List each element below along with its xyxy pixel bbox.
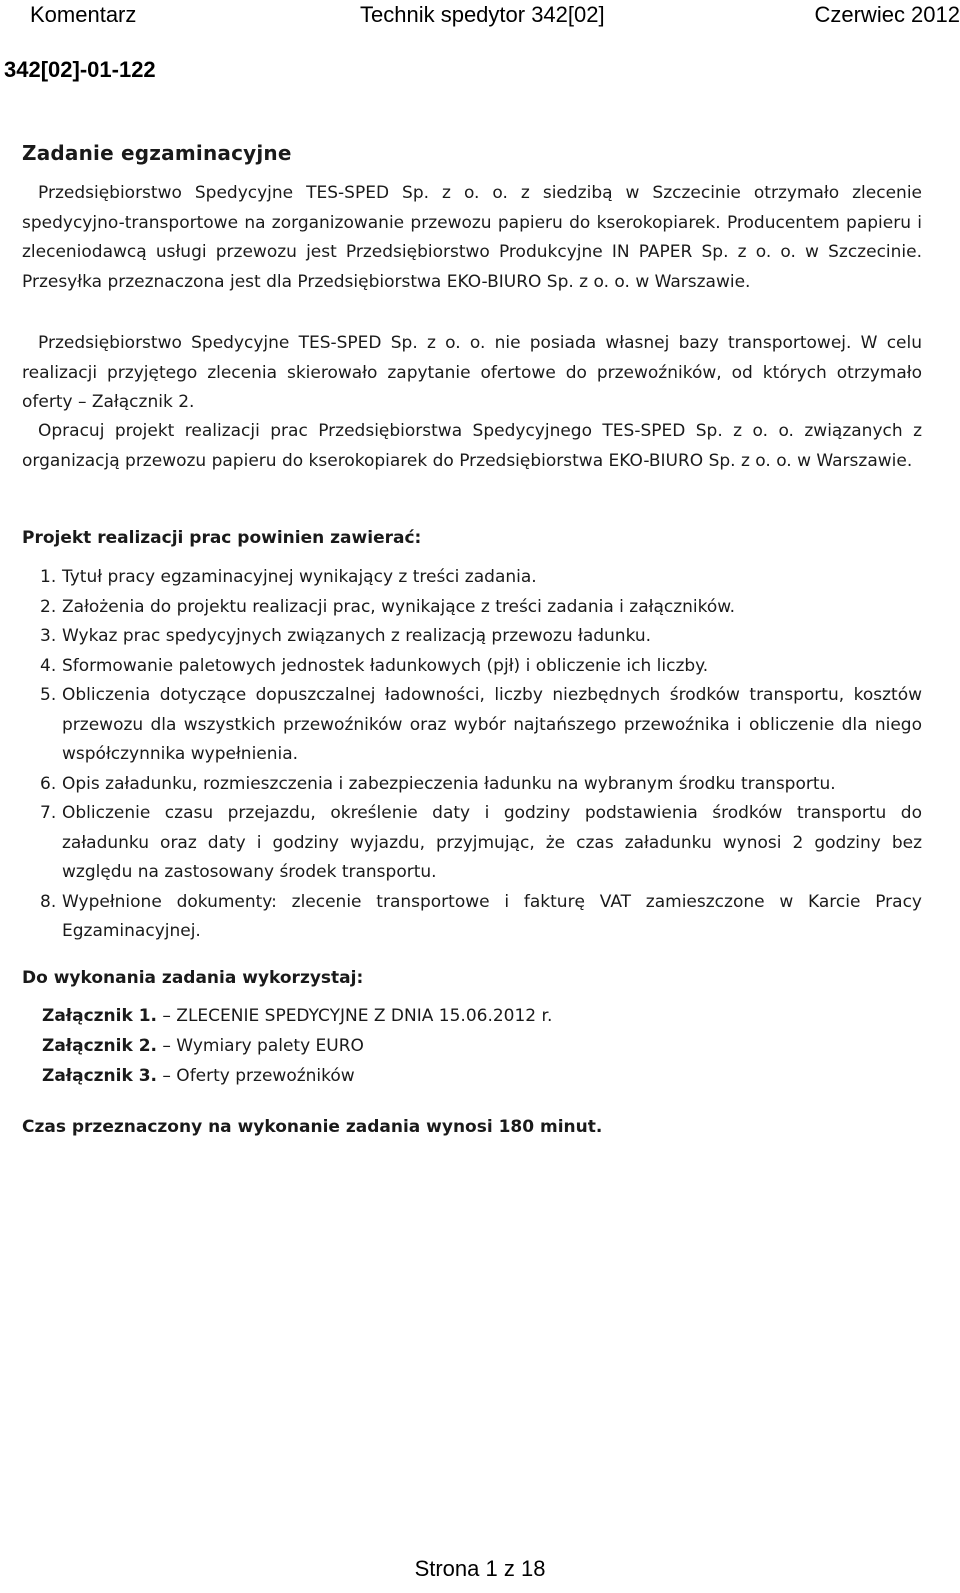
list-item-number: 3. [40, 626, 57, 646]
list-item [40, 770, 922, 800]
task-paragraph-3 [22, 417, 922, 476]
header-exam-title: Technik spedytor 342[02] [360, 2, 605, 27]
list-item-number: 2. [40, 596, 57, 617]
page-number: Strona 1 z 18 [414, 1556, 546, 1581]
list-item-text: Tytuł pracy egzaminacyjnej wynikający z treści zadania. [62, 567, 537, 587]
project-requirements-list [40, 563, 922, 947]
list-item-text: Obliczenia dotyczące dopuszczalnej ładowności, liczby niezbędnych środków transportu, kosztów przewozu dla wszystkich przewoźników oraz wybór najtańszego przewoźnika i obliczenie dla niego współczynnika wypełnienia. [62, 685, 922, 764]
list-item-text: Założenia do projektu realizacji prac, wynikające z treści zadania i załączników. [62, 596, 736, 617]
list-item-number: 5. [40, 685, 57, 705]
task-paragraph-3-text: Opracuj projekt realizacji prac Przedsiębiorstwa Spedycyjnego TES-SPED Sp. z o. o. związanych z organizacją przewozu papieru do kserokopiarek do Przedsiębiorstwa EKO-BIURO Sp. z o. o. w Warszawie. [22, 421, 922, 471]
list-item-number: 7. [40, 803, 57, 823]
list-item [40, 799, 922, 888]
task-paragraph-2-text: Przedsiębiorstwo Spedycyjne TES-SPED Sp. z o. o. nie posiada własnej bazy transportowej. W celu realizacji przyjętego zlecenia skierowało zapytanie ofertowe do przewoźników, od których otrzymało oferty – Załącznik 2. [22, 333, 922, 412]
resources-section-title: Do wykonania zadania wykorzystaj: [22, 968, 364, 988]
list-item-number: 4. [40, 655, 57, 676]
page-header [0, 0, 960, 30]
list-item [40, 593, 922, 623]
time-limit-note: Czas przeznaczony na wykonanie zadania wynosi 180 minut. [22, 1117, 603, 1137]
attachment-text: – ZLECENIE SPEDYCYJNE Z DNIA 15.06.2012 r. [157, 1006, 553, 1026]
task-paragraph-1-text: Przedsiębiorstwo Spedycyjne TES-SPED Sp. z o. o. z siedzibą w Szczecinie otrzymało zlecenie spedycyjno-transportowe na zorganizowanie przewozu papieru do kserokopiarek. Producentem papieru i zleceniodawcą usługi przewozu jest Przedsiębiorstwo Produkcyjne IN PAPER Sp. z o. o. w Szczecinie. Przesyłka przeznaczona jest dla Przedsiębiorstwa EKO-BIURO Sp. z o. o. w Warszawie. [22, 183, 922, 292]
attachment-label: Załącznik 2. [42, 1036, 157, 1056]
task-paragraph-1 [22, 179, 922, 297]
list-item-number: 1. [40, 567, 57, 587]
header-date: Czerwiec 2012 [814, 2, 960, 27]
attachment-item [42, 1061, 552, 1091]
list-item-number: 6. [40, 773, 57, 794]
attachment-text: – Wymiary palety EURO [157, 1036, 364, 1056]
attachment-item [42, 1001, 552, 1031]
attachment-text: – Oferty przewoźników [157, 1066, 355, 1086]
task-paragraph-2 [22, 329, 922, 418]
list-item-text: Sformowanie paletowych jednostek ładunkowych (pjł) i obliczenie ich liczby. [62, 655, 709, 676]
task-title: Zadanie egzaminacyjne [22, 141, 292, 165]
attachment-item [42, 1031, 552, 1061]
list-item [40, 563, 922, 593]
list-item-number: 8. [40, 891, 57, 912]
document-code: 342[02]-01-122 [4, 57, 156, 82]
list-item [40, 652, 922, 682]
project-section-title: Projekt realizacji prac powinien zawierać: [22, 528, 422, 548]
list-item-text: Obliczenie czasu przejazdu, określenie daty i godziny podstawienia środków transportu do załadunku oraz daty i godziny wyjazdu, przyjmując, że czas załadunku wynosi 2 godziny bez względu na zastosowany środek transportu. [62, 803, 922, 882]
header-document-type: Komentarz [30, 2, 137, 27]
list-item-text: Wypełnione dokumenty: zlecenie transportowe i fakturę VAT zamieszczone w Karcie Pracy Egzaminacyjnej. [62, 891, 922, 941]
list-item [40, 888, 922, 947]
attachment-label: Załącznik 3. [42, 1066, 157, 1086]
list-item-text: Wykaz prac spedycyjnych związanych z realizacją przewozu ładunku. [62, 626, 652, 646]
attachment-label: Załącznik 1. [42, 1006, 157, 1026]
attachments-list [42, 1001, 552, 1091]
list-item [40, 681, 922, 770]
list-item-text: Opis załadunku, rozmieszczenia i zabezpieczenia ładunku na wybranym środku transportu. [62, 773, 836, 794]
list-item [40, 622, 922, 652]
